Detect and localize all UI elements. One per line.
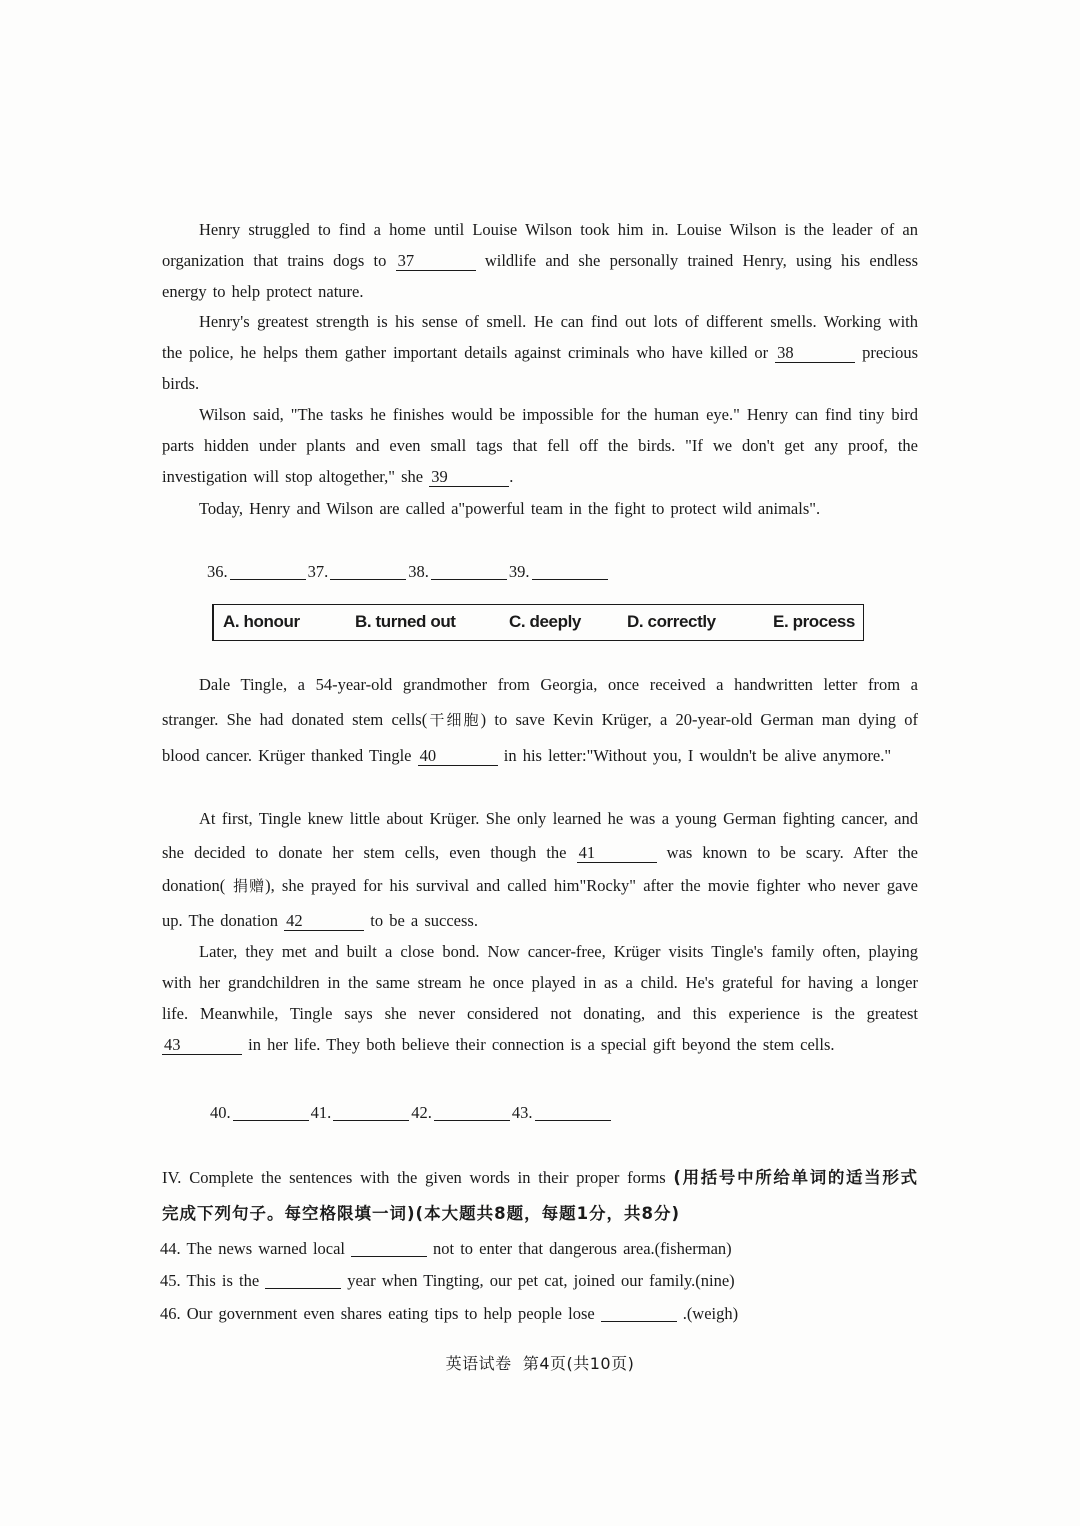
page-footer [0,1351,1080,1374]
answer-label: 38. [408,562,429,581]
word-option-a: A. honour [223,612,300,631]
passage-text: in her life. They both believe their connection is a special gift beyond the stem cells. [242,1035,835,1054]
answer-label: 36. [207,562,228,581]
passage1-paragraph-2 [162,306,918,399]
passage-text: precious birds. [162,343,918,393]
section-heading-cn: (用括号中所给单词的适当形式完成下列句子。每空格限填一词)(本大题共8题，每题1分，共8分) [162,1168,918,1223]
passage1-paragraph-4 [162,493,918,524]
answer-36[interactable] [207,561,308,583]
answer-row-40-43 [210,1102,613,1124]
question-text: .(weigh) [682,1304,739,1323]
passage-text: Wilson said, "The tasks he finishes would be impossible for the human eye." Henry can find tiny bird parts hidden under plants and even small tags that fell off the birds. "If we don't get any proof, the investigation will stop altogether," she [162,405,918,486]
passage-text: was known to be scary. After the donation( [162,842,918,895]
answer-label: 40. [210,1103,231,1122]
passage-text: ) to save Kevin Krüger, a 20-year-old German man dying of blood cancer. Krüger thanked Tingle [162,710,918,765]
blank-43: 43 [162,1036,242,1055]
answer-blank-46[interactable] [601,1305,677,1322]
question-text: 46. Our government even shares eating tips to help people lose [160,1304,595,1323]
answer-42[interactable] [411,1102,512,1124]
passage-text: . [509,467,514,486]
passage-text: ), she prayed for his survival and called him"Rocky" after the movie fighter who never gave up. The donation [162,876,918,930]
blank-40: 40 [418,747,498,766]
section-heading-en: IV. Complete the sentences with the given words in their proper forms [162,1168,674,1187]
question-44 [160,1238,732,1260]
word-bank-box [212,604,864,641]
passage2-paragraph-2 [162,802,918,937]
answer-43[interactable] [512,1102,613,1124]
blank-42: 42 [284,912,364,931]
blank-38: 38 [775,344,855,363]
footer-text: 英语试卷 第4页(共10页) [445,1354,635,1373]
passage-text: Dale Tingle, a 54-year-old grandmother from Georgia, once received a handwritten letter from a stranger. She had donated stem cells( [162,675,918,729]
section-iv-heading [162,1160,918,1232]
answer-39[interactable] [509,561,610,583]
passage-text: to be a success. [364,910,478,930]
question-text: year when Tingting, our pet cat, joined our family.(nine) [347,1271,735,1290]
passage1-paragraph-1 [162,214,918,307]
answer-label: 42. [411,1103,432,1122]
passage-text: wildlife and she personally trained Henry, using his endless energy to help protect nature. [162,251,918,301]
word-option-b: B. turned out [355,612,456,631]
blank-41: 41 [577,844,657,863]
passage1-paragraph-3 [162,399,918,492]
blank-39: 39 [429,468,509,487]
passage-text: Henry's greatest strength is his sense of smell. He can find out lots of different smells. Working with the police, he helps them gather important details against criminals who have killed or [162,312,918,362]
answer-label: 39. [508,562,530,581]
blank-37: 37 [396,252,476,271]
question-text: 44. The news warned local [160,1239,346,1258]
question-45 [160,1270,735,1292]
answer-label: 37. [307,562,329,581]
question-text: not to enter that dangerous area.(fisherman) [433,1239,732,1258]
answer-38[interactable] [408,561,509,583]
passage-text: in his letter:"Without you, I wouldn't be alive anymore." [497,746,892,765]
question-46 [160,1303,738,1325]
passage-text: Henry struggled to find a home until Louise Wilson took him in. Louise Wilson is the leader of an organization that trains dogs to [162,220,918,270]
answer-blank-44[interactable] [351,1240,427,1257]
passage2-paragraph-3 [162,936,918,1060]
answer-row-36-39 [207,561,610,583]
passage-text: Later, they met and built a close bond. Now cancer-free, Krüger visits Tingle's family often, playing with her grandchildren in the same stream he once played in as a child. He's grateful for having a longer life. Meanwhile, Tingle says she never considered not donating, and this experience is the greatest [162,942,918,1023]
passage-text: At first, Tingle knew little about Krüger. She only learned he was a young German fighting cancer, and she decided to donate her stem cells, even though the [162,809,918,862]
passage2-paragraph-1 [162,667,918,773]
answer-blank-45[interactable] [265,1272,341,1289]
passage-text: Today, Henry and Wilson are called a"powerful team in the fight to protect wild animals". [199,499,821,518]
word-option-c: C. deeply [509,612,581,631]
answer-40[interactable] [210,1102,311,1124]
answer-41[interactable] [311,1102,412,1124]
answer-label: 43. [511,1103,533,1122]
word-option-d: D. correctly [627,612,716,631]
chinese-gloss: 捐赠 [225,877,266,895]
word-option-e: E. process [773,612,855,631]
answer-label: 41. [310,1103,332,1122]
chinese-gloss: 干细胞 [427,711,481,729]
question-text: 45. This is the [160,1271,260,1290]
answer-37[interactable] [308,561,409,583]
